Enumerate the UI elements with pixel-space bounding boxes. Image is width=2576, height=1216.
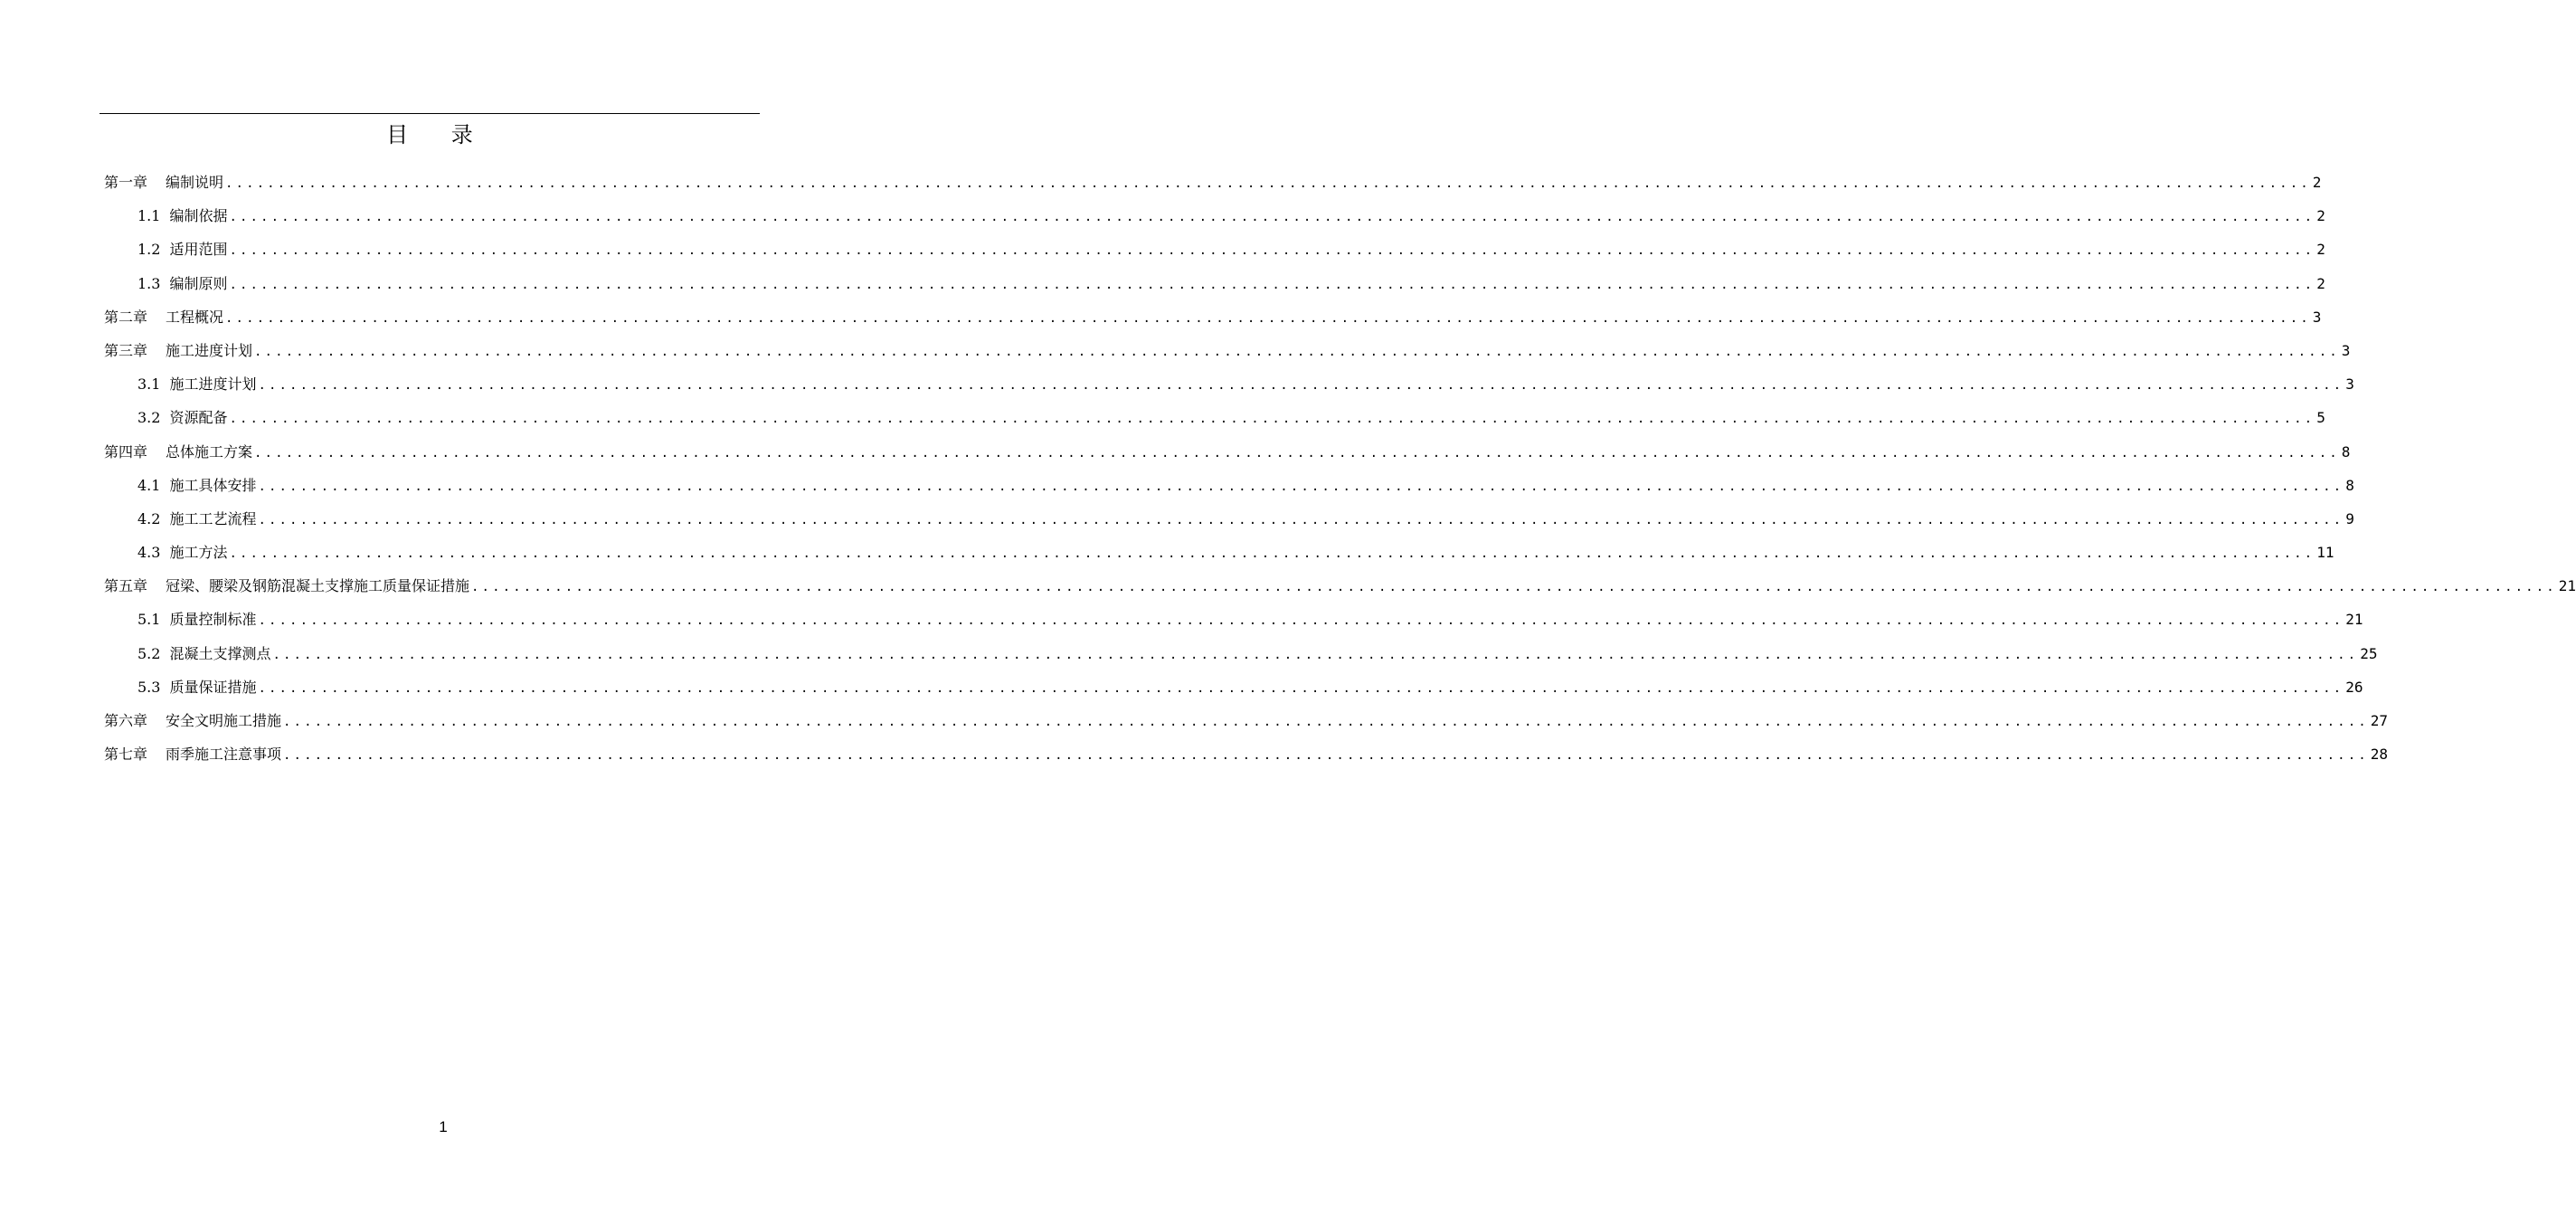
toc-entry-number: 第五章 [104,577,148,595]
toc-chapter-entry[interactable] [104,300,2322,334]
toc-dot-leader: ........................................................................................................................................................................................................ [254,344,2340,359]
toc-entry-page: 2 [2316,274,2325,292]
toc-dot-leader: ........................................................................................................................................................................................................ [229,546,2316,562]
toc-entry-page: 3 [2345,375,2354,394]
toc-entry-title: 资源配备 [169,409,228,427]
toc-section-entry[interactable] [104,502,2354,536]
toc-dot-leader: ........................................................................................................................................................................................................ [258,680,2344,696]
toc-entry-number: 5.2 [137,644,161,662]
toc-entry-page: 28 [2370,746,2389,764]
toc-entry-page: 11 [2316,544,2334,562]
toc-entry-number: 1.3 [137,274,161,292]
toc-section-entry[interactable] [104,536,2334,569]
toc-dot-leader: ........................................................................................................................................................................................................ [258,479,2344,494]
toc-dot-leader: ........................................................................................................................................................................................................ [254,445,2340,461]
toc-entry-title: 雨季施工注意事项 [166,746,282,764]
header-rule [99,113,760,114]
toc-dot-leader: ........................................................................................................................................................................................................ [258,613,2344,629]
toc-entry-page: 3 [2312,308,2322,326]
toc-dot-leader: ........................................................................................................................................................................................................ [229,412,2316,427]
toc-entry-page: 8 [2341,442,2351,461]
toc-entry-number: 5.1 [137,611,161,629]
toc-entry-number: 5.3 [137,678,161,696]
toc-chapter-entry[interactable] [104,737,2389,771]
toc-entry-number: 1.2 [137,241,161,259]
toc-entry-page: 21 [2345,611,2363,629]
toc-entry-number: 4.2 [137,509,161,527]
toc-list [104,166,2576,771]
toc-entry-page: 5 [2316,409,2325,427]
toc-entry-title: 编制依据 [169,207,228,225]
toc-entry-page: 25 [2360,644,2378,662]
toc-dot-leader: ........................................................................................................................................................................................................ [225,310,2311,326]
toc-entry-number: 1.1 [137,207,161,225]
toc-entry-title: 编制原则 [169,274,228,292]
toc-entry-title: 混凝土支撑测点 [169,644,271,662]
toc-dot-leader: ........................................................................................................................................................................................................ [272,647,2359,662]
toc-entry-number: 第七章 [104,746,148,764]
toc-entry-page: 3 [2341,341,2351,359]
toc-dot-leader: ........................................................................................................................................................................................................ [258,378,2344,394]
toc-entry-number: 3.1 [137,375,161,394]
toc-section-entry[interactable] [104,603,2363,636]
toc-dot-leader: ........................................................................................................................................................................................................ [229,277,2316,292]
toc-entry-page: 9 [2345,509,2354,527]
toc-entry-title: 施工具体安排 [169,476,257,494]
toc-dot-leader: ........................................................................................................................................................................................................ [229,210,2316,225]
toc-dot-leader: ........................................................................................................................................................................................................ [471,580,2557,595]
toc-section-entry[interactable] [104,267,2325,300]
toc-section-entry[interactable] [104,367,2354,401]
toc-entry-number: 第四章 [104,442,148,461]
toc-entry-number: 4.3 [137,544,161,562]
toc-title: 目 录 [386,122,491,147]
toc-chapter-entry[interactable] [104,166,2322,199]
toc-entry-page: 2 [2312,174,2322,191]
toc-dot-leader: ........................................................................................................................................................................................................ [283,748,2369,764]
toc-dot-leader: ........................................................................................................................................................................................................ [229,243,2316,259]
toc-section-entry[interactable] [104,637,2378,670]
toc-entry-title: 施工工艺流程 [169,509,257,527]
toc-entry-title: 施工进度计划 [169,375,257,394]
toc-dot-leader: ........................................................................................................................................................................................................ [258,512,2344,527]
toc-entry-title: 施工进度计划 [166,341,253,359]
toc-chapter-entry[interactable] [104,334,2351,367]
toc-section-entry[interactable] [104,233,2325,266]
toc-entry-title: 质量控制标准 [169,611,257,629]
page-number: 1 [439,1118,448,1135]
toc-section-entry[interactable] [104,469,2354,502]
toc-chapter-entry[interactable] [104,569,2576,603]
toc-dot-leader: ........................................................................................................................................................................................................ [283,715,2369,729]
toc-entry-page: 2 [2316,241,2325,259]
toc-section-entry[interactable] [104,401,2325,434]
toc-entry-title: 施工方法 [169,544,228,562]
toc-section-entry[interactable] [104,199,2325,233]
toc-entry-page: 21 [2558,577,2576,595]
toc-entry-title: 总体施工方案 [166,442,253,461]
toc-entry-number: 第一章 [104,174,148,191]
toc-entry-number: 第三章 [104,341,148,359]
toc-entry-page: 27 [2370,712,2389,729]
toc-dot-leader: ........................................................................................................................................................................................................ [225,176,2311,191]
toc-entry-number: 第二章 [104,308,148,326]
toc-entry-number: 第六章 [104,712,148,729]
toc-entry-page: 26 [2345,678,2363,696]
toc-entry-number: 3.2 [137,409,161,427]
toc-entry-number: 4.1 [137,476,161,494]
toc-chapter-entry[interactable] [104,435,2351,469]
toc-entry-title: 质量保证措施 [169,678,257,696]
toc-entry-title: 冠梁、腰梁及钢筋混凝土支撑施工质量保证措施 [166,577,470,595]
toc-entry-title: 安全文明施工措施 [166,712,282,729]
toc-chapter-entry[interactable] [104,704,2389,737]
toc-entry-title: 工程概况 [166,308,224,326]
toc-entry-title: 适用范围 [169,241,228,259]
toc-entry-page: 2 [2316,207,2325,225]
toc-entry-title: 编制说明 [166,174,224,191]
toc-section-entry[interactable] [104,670,2363,704]
toc-entry-page: 8 [2345,476,2354,494]
